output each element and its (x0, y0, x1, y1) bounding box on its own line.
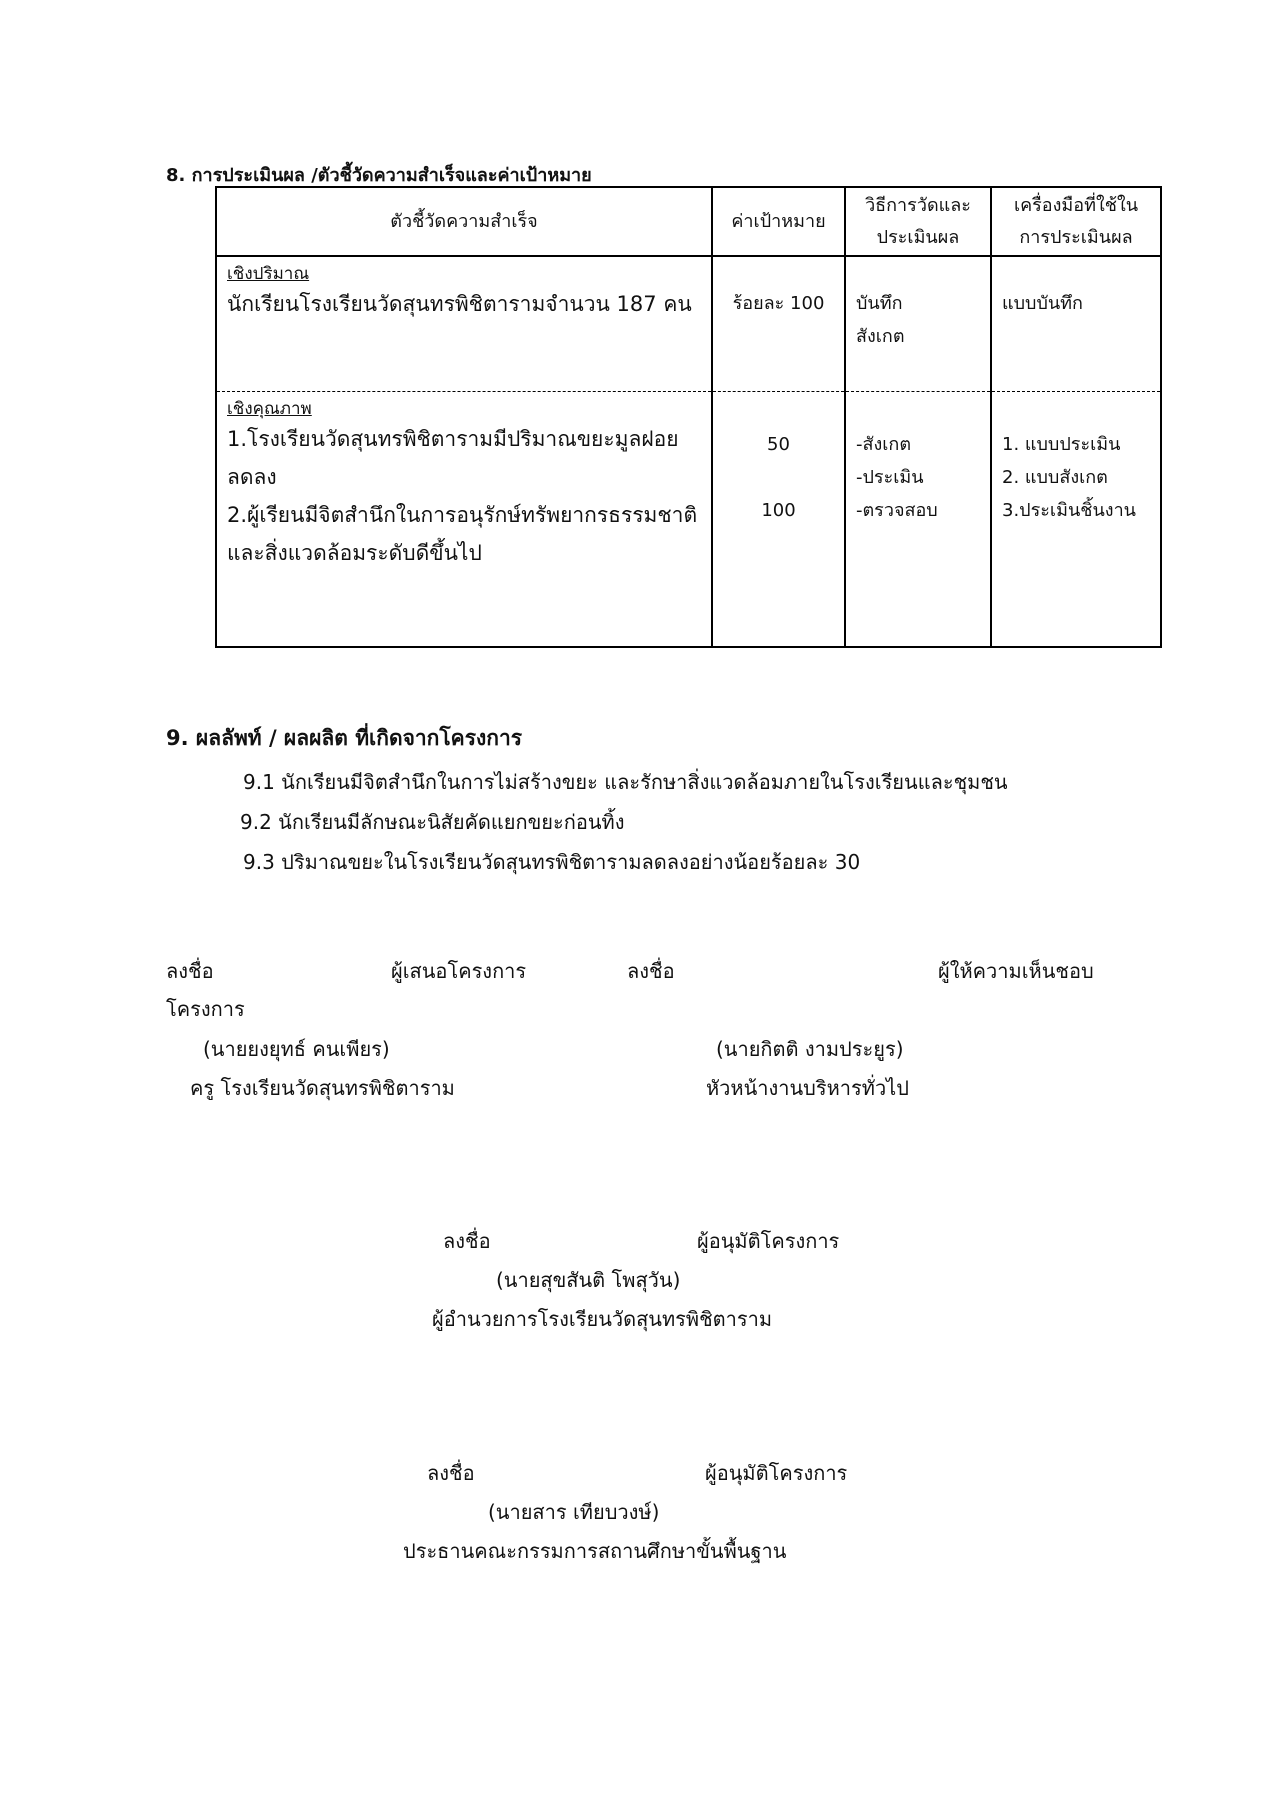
cell-method (845, 256, 991, 392)
method-item: -ประเมิน (856, 467, 924, 488)
cell-method (845, 392, 991, 648)
target-value: 100 (761, 500, 796, 521)
endorser-role-wrap: โครงการ (166, 997, 245, 1021)
header-tool-line1: เครื่องมือที่ใช้ใน (1013, 194, 1139, 216)
indicator-line: และสิ่งแวดล้อมระดับดีขึ้นไป (227, 541, 482, 565)
cell-tool (991, 392, 1161, 648)
approver2-position: ประธานคณะกรรมการสถานศึกษาขั้นพื้นฐาน (403, 1539, 787, 1563)
header-method (845, 187, 991, 256)
endorser-role: ผู้ให้ความเห็นชอบ (938, 959, 1094, 983)
sign-label-approver1: ลงชื่อ (443, 1229, 491, 1253)
outcome-item: 9.1 นักเรียนมีจิตสำนึกในการไม่สร้างขยะ และรักษาสิ่งแวดล้อมภายในโรงเรียนและชุมชน (243, 770, 1008, 794)
method-item: สังเกต (856, 326, 905, 347)
header-indicator-label: ตัวชี้วัดความสำเร็จ (390, 210, 538, 232)
table-row-qualitative (216, 392, 1161, 648)
tool-item: แบบบันทึก (1002, 293, 1083, 314)
endorser-name: (นายกิตติ งามประยูร) (716, 1037, 904, 1061)
section-8-heading: 8. การประเมินผล /ตัวชี้วัดความสำเร็จและค่าเป้าหมาย (166, 165, 592, 186)
indicator-line: ลดลง (227, 465, 277, 489)
approver2-role: ผู้อนุมัติโครงการ (705, 1461, 848, 1485)
indicator-line: 2.ผู้เรียนมีจิตสำนึกในการอนุรักษ์ทรัพยากรธรรมชาติ (227, 503, 698, 527)
target-value: ร้อยละ 100 (732, 293, 825, 314)
indicator-text: นักเรียนโรงเรียนวัดสุนทรพิชิตารามจำนวน 187 คน (227, 292, 692, 316)
cell-target (712, 392, 845, 648)
cell-indicator (216, 392, 712, 648)
approver1-role: ผู้อนุมัติโครงการ (697, 1229, 840, 1253)
header-indicator (216, 187, 712, 256)
outcome-item: 9.3 ปริมาณขยะในโรงเรียนวัดสุนทรพิชิตารามลดลงอย่างน้อยร้อยละ 30 (243, 850, 861, 874)
endorser-position: หัวหน้างานบริหารทั่วไป (706, 1076, 909, 1100)
proposer-name: (นายยงยุทธ์ คนเพียร) (203, 1037, 390, 1061)
tool-item: 2. แบบสังเกต (1002, 467, 1108, 488)
tool-item: 1. แบบประเมิน (1002, 434, 1121, 455)
table-row-quantitative (216, 256, 1161, 392)
method-item: -ตรวจสอบ (856, 500, 938, 521)
tool-item: 3.ประเมินชิ้นงาน (1002, 500, 1136, 521)
evaluation-table (215, 186, 1162, 648)
category-label: เชิงปริมาณ (227, 264, 310, 284)
proposer-role: ผู้เสนอโครงการ (391, 959, 527, 983)
approver1-position: ผู้อำนวยการโรงเรียนวัดสุนทรพิชิตาราม (432, 1307, 773, 1331)
header-method-line1: วิธีการวัดและ (865, 194, 971, 216)
header-tool (991, 187, 1161, 256)
target-value: 50 (767, 434, 790, 455)
header-target (712, 187, 845, 256)
cell-tool (991, 256, 1161, 392)
header-target-label: ค่าเป้าหมาย (731, 210, 826, 232)
approver1-name: (นายสุขสันติ โพสุวัน) (496, 1268, 681, 1292)
method-item: -สังเกต (856, 434, 912, 455)
sign-label-approver2: ลงชื่อ (427, 1461, 475, 1485)
sign-label-endorser: ลงชื่อ (627, 959, 675, 983)
proposer-position: ครู โรงเรียนวัดสุนทรพิชิตาราม (190, 1076, 455, 1100)
method-item: บันทึก (856, 293, 903, 314)
indicator-line: 1.โรงเรียนวัดสุนทรพิชิตารามมีปริมาณขยะมูลฝอย (227, 427, 679, 451)
sign-label-proposer: ลงชื่อ (166, 959, 214, 983)
cell-indicator (216, 256, 712, 392)
section-9-heading: 9. ผลลัพท์ / ผลผลิต ที่เกิดจากโครงการ (166, 726, 523, 750)
header-method-line2: ประเมินผล (876, 226, 960, 248)
category-label: เชิงคุณภาพ (227, 399, 312, 419)
outcome-item: 9.2 นักเรียนมีลักษณะนิสัยคัดแยกขยะก่อนทิ้ง (240, 810, 625, 834)
cell-target (712, 256, 845, 392)
header-tool-line2: การประเมินผล (1019, 226, 1133, 248)
approver2-name: (นายสาร เทียบวงษ์) (488, 1500, 660, 1524)
table-header-row (216, 187, 1161, 256)
